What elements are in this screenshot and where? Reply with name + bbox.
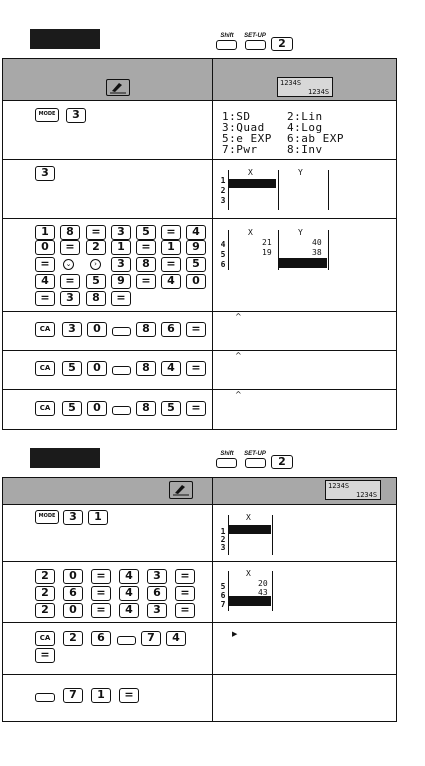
menu-item-7: 7:Pwr (222, 143, 258, 156)
section-heading-bar (30, 29, 100, 49)
play-marker-icon: ▶ (232, 630, 238, 638)
key-3[interactable]: 3 (66, 108, 86, 123)
table-1-header (3, 59, 396, 100)
menu-item-4: 4:Log (287, 121, 323, 134)
menu-item-6: 6:ab EXP (287, 132, 344, 145)
menu-item-2: 2:Lin (287, 110, 323, 123)
operation-icon (106, 79, 130, 96)
table-2 (2, 477, 397, 722)
display-icon: 1234S 1234S (325, 480, 381, 500)
menu-item-8: 8:Inv (287, 143, 323, 156)
menu-item-5: 5:e EXP (222, 132, 272, 145)
cursor-cell (229, 525, 271, 534)
shift-key[interactable] (216, 40, 237, 50)
setup-key[interactable] (245, 40, 266, 50)
display-line-2: 1234S (308, 88, 330, 96)
key-2[interactable]: 2 (271, 37, 293, 51)
down-arrow-icon[interactable]: ⌄ (63, 259, 74, 270)
right-arrow-icon[interactable]: › (90, 259, 101, 270)
menu-item-1: 1:SD (222, 110, 251, 123)
stat-screen-4: X 20 43 5 6 7 (218, 568, 288, 614)
cursor-cell (279, 258, 327, 268)
mode-key[interactable]: MODE (35, 510, 59, 524)
shift-caption: Shift (220, 33, 234, 39)
caret-icon: ^ (235, 351, 242, 360)
caret-icon: ^ (235, 390, 242, 399)
caret-icon: ^ (235, 312, 242, 321)
key-3[interactable]: 3 (35, 166, 55, 181)
menu-item-3: 3:Quad (222, 121, 265, 134)
stat-screen-3: X 1 2 3 (218, 512, 288, 558)
key-2[interactable]: 2 (271, 455, 293, 469)
section-heading-bar-2 (30, 448, 100, 468)
shift-key[interactable] (216, 458, 237, 468)
setup-caption: SET-UP (244, 33, 266, 39)
cursor-cell (229, 179, 276, 188)
col-y: Y (298, 168, 303, 177)
display-icon (277, 77, 333, 97)
cursor-cell (229, 596, 271, 606)
display-line-1: 1234S (280, 79, 302, 87)
mode-key[interactable]: MODE (35, 108, 59, 122)
setup-key[interactable] (245, 458, 266, 468)
stat-screen: X Y 1 2 3 (218, 167, 338, 213)
operation-icon (169, 481, 193, 499)
stat-screen-2: X Y 21 19 40 38 4 5 6 (218, 227, 338, 273)
col-x: X (248, 168, 253, 177)
